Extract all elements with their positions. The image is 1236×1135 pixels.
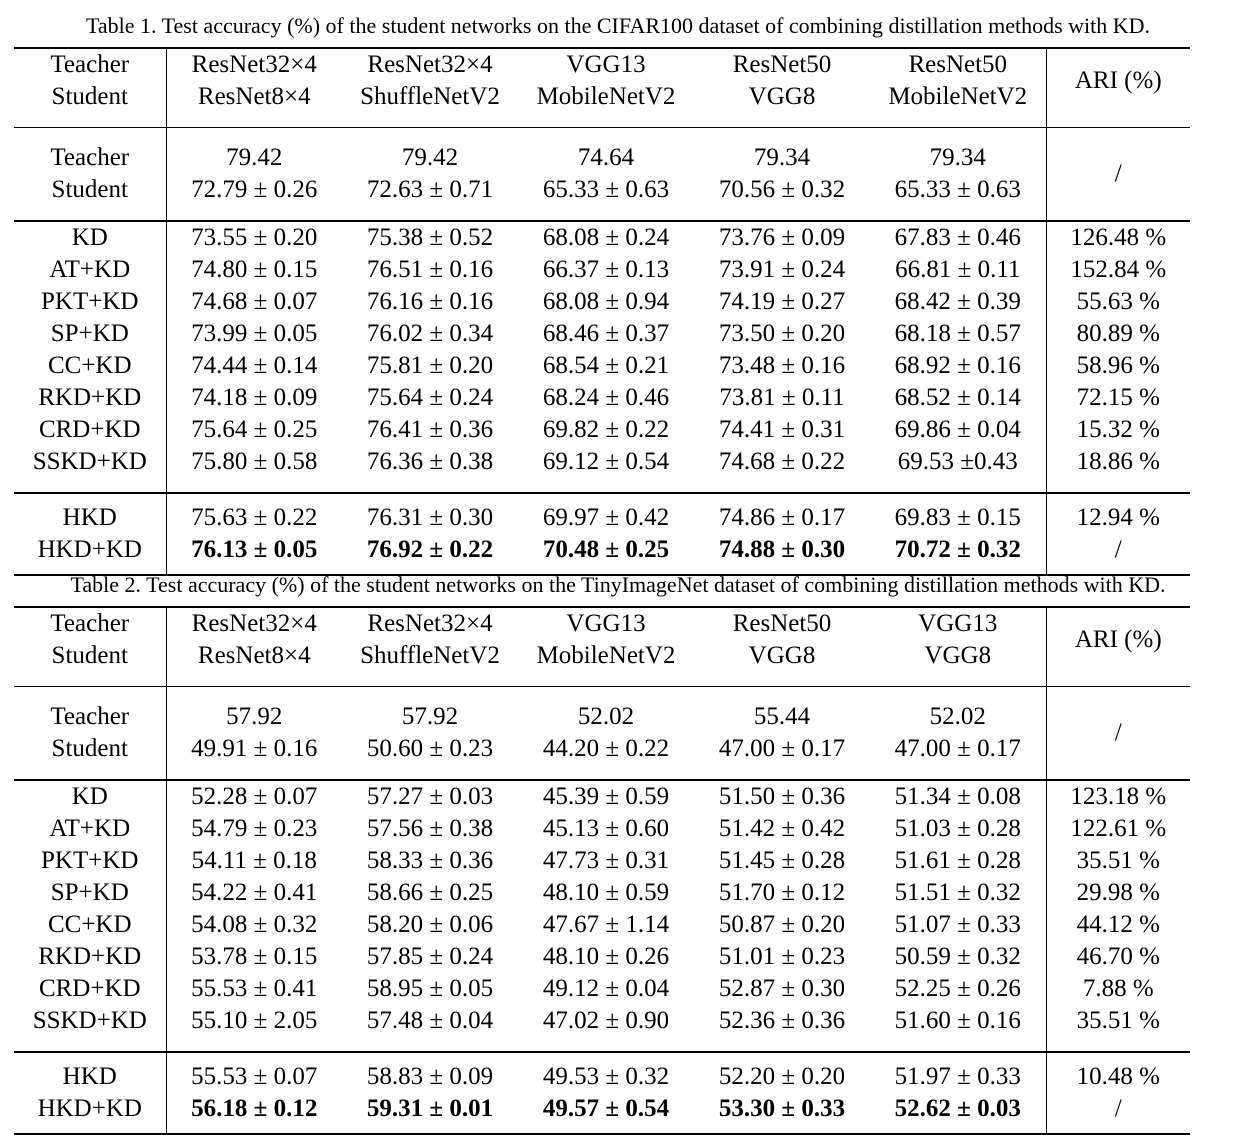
method-row <box>14 382 1190 414</box>
table-cell: 57.48 ± 0.04 <box>366 1007 494 1034</box>
table-cell: 57.56 ± 0.38 <box>366 815 494 842</box>
ari-cell: / <box>1046 142 1190 206</box>
header-teacher: ResNet50 <box>732 51 832 78</box>
header-student: ResNet8×4 <box>166 81 342 113</box>
method-name: PKT+KD <box>41 847 139 874</box>
table-cell: 69.86 ± 0.04 <box>894 416 1021 443</box>
method-name: CRD+KD <box>38 975 141 1002</box>
table-cell: 75.38 ± 0.52 <box>366 224 494 251</box>
header-row-teacher <box>14 49 1190 81</box>
table-cell: 74.68 ± 0.22 <box>718 448 846 475</box>
header-teacher: VGG13 <box>566 51 646 78</box>
table-cell: 48.10 ± 0.26 <box>542 943 670 970</box>
table-cell: 68.92 ± 0.16 <box>894 352 1021 379</box>
table-cell: 73.99 ± 0.05 <box>166 318 342 350</box>
baseline-row-student <box>14 174 1190 206</box>
method-name: SSKD+KD <box>32 1007 147 1034</box>
table-cell: 47.00 ± 0.17 <box>894 735 1021 762</box>
table-cell: 55.53 ± 0.07 <box>166 1061 342 1093</box>
method-row <box>14 318 1190 350</box>
header-teacher: ResNet32×4 <box>166 608 342 640</box>
header-teacher: ResNet32×4 <box>166 49 342 81</box>
header-row-student <box>14 640 1190 672</box>
table-cell: 51.07 ± 0.33 <box>894 911 1021 938</box>
header-student: VGG8 <box>748 83 816 110</box>
best-cell: 70.48 ± 0.25 <box>542 536 670 563</box>
table-cell: 73.91 ± 0.24 <box>718 256 846 283</box>
header-label-teacher: Teacher <box>50 51 130 78</box>
baseline-row-teacher <box>14 701 1190 733</box>
header-student: MobileNetV2 <box>536 642 676 669</box>
best-cell: 76.13 ± 0.05 <box>166 534 342 566</box>
table-cell: 75.64 ± 0.25 <box>166 414 342 446</box>
header-student: VGG8 <box>924 642 992 669</box>
table-cell: 73.76 ± 0.09 <box>718 224 846 251</box>
method-name: AT+KD <box>49 815 131 842</box>
ari-cell: 152.84 % <box>1046 254 1190 286</box>
method-name: RKD+KD <box>38 384 142 411</box>
best-cell: 70.72 ± 0.32 <box>894 536 1021 563</box>
header-student: MobileNetV2 <box>536 83 676 110</box>
table-cell: 76.51 ± 0.16 <box>366 256 494 283</box>
table-cell: 58.20 ± 0.06 <box>366 911 494 938</box>
table-cell: 49.91 ± 0.16 <box>166 733 342 765</box>
table-cell: 49.12 ± 0.04 <box>542 975 670 1002</box>
header-student: ResNet8×4 <box>166 640 342 672</box>
table-cell: 76.16 ± 0.16 <box>366 288 494 315</box>
table-cell: 74.86 ± 0.17 <box>718 504 846 531</box>
ari-cell: 29.98 % <box>1046 877 1190 909</box>
table-cell: 48.10 ± 0.59 <box>542 879 670 906</box>
ari-cell: 122.61 % <box>1046 813 1190 845</box>
method-name: SP+KD <box>50 879 129 906</box>
ari-cell: 55.63 % <box>1046 286 1190 318</box>
header-student: ShuffleNetV2 <box>360 83 500 110</box>
header-label-student: Student <box>51 83 128 110</box>
table-cell: 79.34 <box>929 144 986 171</box>
table-cell: 50.59 ± 0.32 <box>894 943 1021 970</box>
ari-cell: 72.15 % <box>1046 382 1190 414</box>
row-label: Teacher <box>50 703 130 730</box>
ours-row-hkd <box>14 502 1190 534</box>
table-cell: 54.22 ± 0.41 <box>166 877 342 909</box>
table-cell: 58.95 ± 0.05 <box>366 975 494 1002</box>
method-row <box>14 1005 1190 1037</box>
method-row <box>14 909 1190 941</box>
method-name: HKD+KD <box>37 1095 142 1122</box>
ours-row-hkd-kd <box>14 534 1190 566</box>
table-cell: 47.67 ± 1.14 <box>542 911 670 938</box>
table-cell: 51.45 ± 0.28 <box>718 847 846 874</box>
table-cell: 58.66 ± 0.25 <box>366 879 494 906</box>
method-row <box>14 781 1190 813</box>
table-cell: 55.53 ± 0.41 <box>166 973 342 1005</box>
table-cell: 68.52 ± 0.14 <box>894 384 1021 411</box>
table-cell: 68.46 ± 0.37 <box>542 320 670 347</box>
method-name: KD <box>71 224 108 251</box>
table-cell: 69.83 ± 0.15 <box>894 504 1021 531</box>
table-cell: 57.92 <box>401 703 459 730</box>
table-cell: 75.63 ± 0.22 <box>166 502 342 534</box>
method-row <box>14 845 1190 877</box>
method-name: SSKD+KD <box>32 448 147 475</box>
table-cell: 57.85 ± 0.24 <box>366 943 494 970</box>
table-cell: 79.42 <box>401 144 459 171</box>
best-cell: 52.62 ± 0.03 <box>894 1095 1021 1122</box>
header-label-teacher: Teacher <box>50 610 130 637</box>
best-cell: 76.92 ± 0.22 <box>366 536 494 563</box>
table-cell: 44.20 ± 0.22 <box>542 735 670 762</box>
method-name: AT+KD <box>49 256 131 283</box>
table-cell: 51.03 ± 0.28 <box>894 815 1021 842</box>
ari-cell: 46.70 % <box>1046 941 1190 973</box>
table-cell: 55.10 ± 2.05 <box>166 1005 342 1037</box>
baseline-row-student <box>14 733 1190 765</box>
ours-row-hkd <box>14 1061 1190 1093</box>
table-cell: 66.37 ± 0.13 <box>542 256 670 283</box>
table-cell: 47.73 ± 0.31 <box>542 847 670 874</box>
table-cell: 68.08 ± 0.94 <box>542 288 670 315</box>
header-student: ShuffleNetV2 <box>360 642 500 669</box>
table-cell: 52.36 ± 0.36 <box>718 1007 846 1034</box>
table-cell: 72.63 ± 0.71 <box>366 176 494 203</box>
table-cell: 68.08 ± 0.24 <box>542 224 670 251</box>
table-cell: 45.39 ± 0.59 <box>542 783 670 810</box>
table-cell: 52.02 <box>577 703 635 730</box>
ari-cell: / <box>1046 534 1190 566</box>
method-row <box>14 941 1190 973</box>
header-ari: ARI (%) <box>1046 608 1190 672</box>
header-teacher: ResNet50 <box>908 51 1008 78</box>
table-cell: 75.64 ± 0.24 <box>366 384 494 411</box>
header-row-student <box>14 81 1190 113</box>
table-cell: 52.25 ± 0.26 <box>894 975 1021 1002</box>
method-name: RKD+KD <box>38 943 142 970</box>
ours-row-hkd-kd <box>14 1093 1190 1125</box>
ari-cell: 123.18 % <box>1046 781 1190 813</box>
table-cell: 74.18 ± 0.09 <box>166 382 342 414</box>
table-2-caption: Table 2. Test accuracy (%) of the student networks on the TinyImageNet dataset of combining distillation methods with KD. <box>70 572 1166 597</box>
method-name: CC+KD <box>47 911 132 938</box>
table-cell: 51.50 ± 0.36 <box>718 783 846 810</box>
table-cell: 74.19 ± 0.27 <box>718 288 846 315</box>
table-cell: 69.97 ± 0.42 <box>542 504 670 531</box>
table-cell: 58.33 ± 0.36 <box>366 847 494 874</box>
table-cell: 51.01 ± 0.23 <box>718 943 846 970</box>
table-cell: 69.12 ± 0.54 <box>542 448 670 475</box>
row-label: Student <box>51 176 128 203</box>
best-cell: 56.18 ± 0.12 <box>166 1093 342 1125</box>
table-cell: 50.87 ± 0.20 <box>718 911 846 938</box>
table-cell: 51.51 ± 0.32 <box>894 879 1021 906</box>
table-cell: 68.18 ± 0.57 <box>894 320 1021 347</box>
table-cell: 74.68 ± 0.07 <box>166 286 342 318</box>
table-cell: 73.48 ± 0.16 <box>718 352 846 379</box>
table-cell: 65.33 ± 0.63 <box>894 176 1021 203</box>
table-cell: 49.53 ± 0.32 <box>542 1063 670 1090</box>
header-teacher: ResNet50 <box>732 610 832 637</box>
table-cell: 74.44 ± 0.14 <box>166 350 342 382</box>
ari-cell: 126.48 % <box>1046 222 1190 254</box>
header-teacher: ResNet32×4 <box>367 51 493 78</box>
table-cell: 79.42 <box>166 142 342 174</box>
table-cell: 65.33 ± 0.63 <box>542 176 670 203</box>
table-cell: 75.81 ± 0.20 <box>366 352 494 379</box>
table-1 <box>14 47 1190 576</box>
ari-cell: 7.88 % <box>1046 973 1190 1005</box>
ari-cell: 35.51 % <box>1046 845 1190 877</box>
table-cell: 52.20 ± 0.20 <box>718 1063 846 1090</box>
table-cell: 54.11 ± 0.18 <box>166 845 342 877</box>
best-cell: 74.88 ± 0.30 <box>718 536 846 563</box>
table-cell: 51.97 ± 0.33 <box>894 1063 1021 1090</box>
table-cell: 73.81 ± 0.11 <box>719 384 845 411</box>
table-cell: 51.60 ± 0.16 <box>894 1007 1021 1034</box>
best-cell: 59.31 ± 0.01 <box>366 1095 494 1122</box>
table-cell: 50.60 ± 0.23 <box>366 735 494 762</box>
method-row <box>14 973 1190 1005</box>
table-cell: 51.70 ± 0.12 <box>718 879 846 906</box>
method-name: CC+KD <box>47 352 132 379</box>
header-teacher: VGG13 <box>566 610 646 637</box>
method-row <box>14 877 1190 909</box>
table-cell: 68.42 ± 0.39 <box>894 288 1021 315</box>
header-student: VGG8 <box>748 642 816 669</box>
ari-cell: 15.32 % <box>1046 414 1190 446</box>
best-cell: 49.57 ± 0.54 <box>542 1095 670 1122</box>
table-cell: 67.83 ± 0.46 <box>894 224 1021 251</box>
ari-cell: / <box>1046 701 1190 765</box>
table-cell: 66.81 ± 0.11 <box>895 256 1021 283</box>
table-cell: 51.42 ± 0.42 <box>718 815 846 842</box>
method-row <box>14 286 1190 318</box>
table-cell: 57.27 ± 0.03 <box>366 783 494 810</box>
ari-cell: 35.51 % <box>1046 1005 1190 1037</box>
header-label-student: Student <box>51 642 128 669</box>
table-cell: 68.24 ± 0.46 <box>542 384 670 411</box>
header-teacher: VGG13 <box>918 610 998 637</box>
table-cell: 57.92 <box>166 701 342 733</box>
table-cell: 52.87 ± 0.30 <box>718 975 846 1002</box>
header-row-teacher <box>14 608 1190 640</box>
ari-cell: 44.12 % <box>1046 909 1190 941</box>
ari-cell: 12.94 % <box>1046 502 1190 534</box>
table-cell: 45.13 ± 0.60 <box>542 815 670 842</box>
table-cell: 79.34 <box>753 144 811 171</box>
method-row <box>14 446 1190 478</box>
method-row <box>14 222 1190 254</box>
table-cell: 76.41 ± 0.36 <box>366 416 494 443</box>
table-cell: 75.80 ± 0.58 <box>166 446 342 478</box>
table-cell: 54.08 ± 0.32 <box>166 909 342 941</box>
table-cell: 69.53 ±0.43 <box>897 448 1018 475</box>
table-cell: 51.34 ± 0.08 <box>894 783 1021 810</box>
header-teacher: ResNet32×4 <box>367 610 493 637</box>
method-name: HKD <box>62 1063 117 1090</box>
method-row <box>14 813 1190 845</box>
table-cell: 74.41 ± 0.31 <box>718 416 846 443</box>
table-cell: 70.56 ± 0.32 <box>718 176 846 203</box>
table-cell: 47.02 ± 0.90 <box>542 1007 670 1034</box>
table-cell: 72.79 ± 0.26 <box>166 174 342 206</box>
table-cell: 58.83 ± 0.09 <box>366 1063 494 1090</box>
table-cell: 74.80 ± 0.15 <box>166 254 342 286</box>
table-cell: 51.61 ± 0.28 <box>894 847 1021 874</box>
methods-body <box>14 781 1190 1037</box>
table-2 <box>14 606 1190 1135</box>
table-cell: 76.36 ± 0.38 <box>366 448 494 475</box>
header-student: MobileNetV2 <box>888 83 1028 110</box>
ari-cell: 80.89 % <box>1046 318 1190 350</box>
method-name: KD <box>71 783 108 810</box>
method-name: CRD+KD <box>38 416 141 443</box>
table-cell: 53.78 ± 0.15 <box>166 941 342 973</box>
table-cell: 52.02 <box>929 703 986 730</box>
method-row <box>14 414 1190 446</box>
table-cell: 76.02 ± 0.34 <box>366 320 494 347</box>
baseline-row-teacher <box>14 142 1190 174</box>
table-cell: 73.50 ± 0.20 <box>718 320 846 347</box>
table-cell: 74.64 <box>577 144 635 171</box>
method-name: SP+KD <box>50 320 129 347</box>
table-cell: 55.44 <box>753 703 811 730</box>
row-label: Teacher <box>50 144 130 171</box>
table-cell: 69.82 ± 0.22 <box>542 416 670 443</box>
ari-cell: 10.48 % <box>1046 1061 1190 1093</box>
table-cell: 76.31 ± 0.30 <box>366 504 494 531</box>
method-name: HKD+KD <box>37 536 142 563</box>
ari-cell: 18.86 % <box>1046 446 1190 478</box>
table-1-caption: Table 1. Test accuracy (%) of the student networks on the CIFAR100 dataset of combining distillation methods with KD. <box>85 13 1151 38</box>
table-cell: 68.54 ± 0.21 <box>542 352 670 379</box>
best-cell: 53.30 ± 0.33 <box>718 1095 846 1122</box>
methods-body <box>14 222 1190 478</box>
ari-cell: / <box>1046 1093 1190 1125</box>
method-row <box>14 254 1190 286</box>
table-cell: 54.79 ± 0.23 <box>166 813 342 845</box>
method-row <box>14 350 1190 382</box>
ari-cell: 58.96 % <box>1046 350 1190 382</box>
table-cell: 47.00 ± 0.17 <box>718 735 846 762</box>
header-ari: ARI (%) <box>1046 49 1190 113</box>
method-name: HKD <box>62 504 117 531</box>
method-name: PKT+KD <box>41 288 139 315</box>
row-label: Student <box>51 735 128 762</box>
table-cell: 52.28 ± 0.07 <box>166 781 342 813</box>
table-cell: 73.55 ± 0.20 <box>166 222 342 254</box>
